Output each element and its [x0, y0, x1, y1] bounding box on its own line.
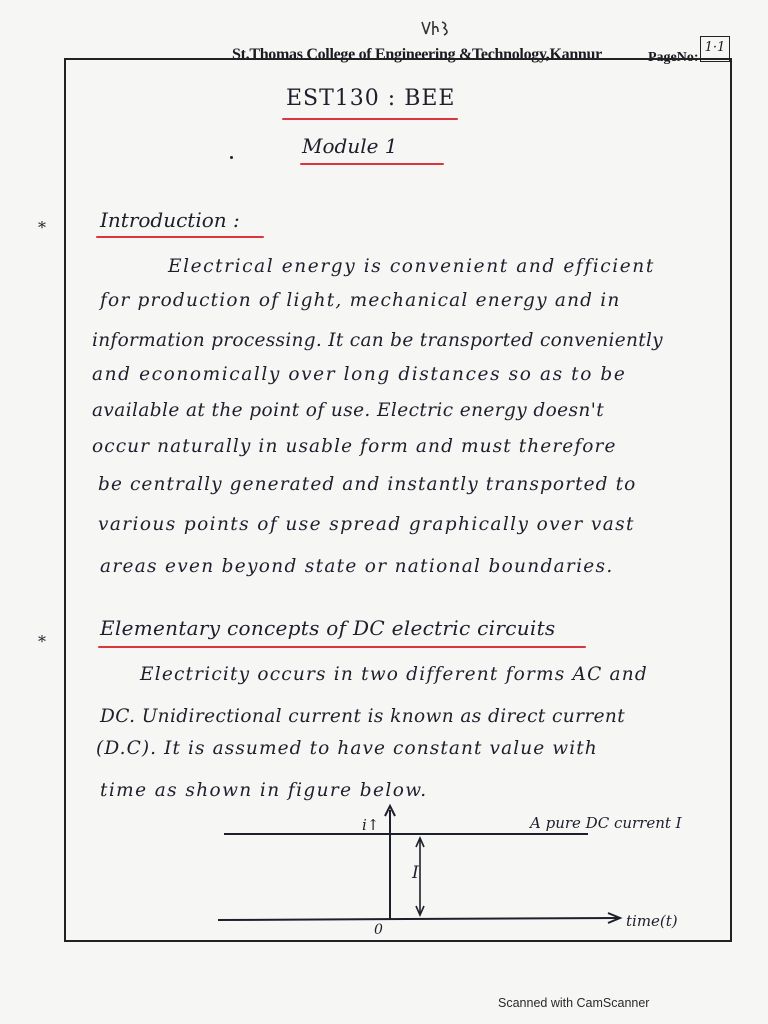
dc-line: Electricity occurs in two different forms AC and	[140, 664, 648, 685]
intro-line: be centrally generated and instantly transported to	[98, 474, 637, 495]
intro-line: available at the point of use. Electric energy doesn't	[92, 400, 605, 421]
dc-current-figure	[190, 800, 720, 940]
dc-concepts-underline	[98, 646, 586, 648]
dc-line: DC. Unidirectional current is known as direct current	[100, 706, 626, 727]
introduction-underline	[96, 236, 264, 238]
page-number-label: PageNo:	[648, 50, 699, 65]
dc-concepts-heading: Elementary concepts of DC electric circuits	[100, 616, 556, 640]
scanner-watermark: Scanned with CamScanner	[498, 996, 650, 1010]
dc-line: (D.C). It is assumed to have constant value with	[96, 738, 598, 759]
course-title: EST130 : BEE	[286, 86, 456, 111]
module-underline	[300, 163, 444, 165]
page-number: 1·1	[704, 40, 726, 55]
dc-line-label: A pure DC current I	[530, 814, 682, 832]
intro-line: areas even beyond state or national boundaries.	[100, 556, 614, 577]
x-axis	[218, 918, 618, 920]
college-logo	[418, 18, 452, 38]
intro-line: Electrical energy is convenient and efficient	[168, 256, 655, 277]
intro-line: and economically over long distances so as to be	[92, 364, 627, 385]
introduction-heading: Introduction :	[100, 208, 240, 232]
section-marker: *	[38, 218, 46, 237]
magnitude-label: I	[412, 863, 419, 883]
ink-dot	[230, 156, 233, 159]
y-axis-label: i↑	[362, 816, 380, 834]
dc-line: time as shown in figure below.	[100, 780, 428, 801]
intro-line: information processing. It can be transported conveniently	[92, 330, 663, 351]
intro-line: occur naturally in usable form and must therefore	[92, 436, 617, 457]
origin-label: 0	[374, 922, 383, 938]
intro-line: various points of use spread graphically over vast	[98, 514, 635, 535]
x-axis-label: time(t)	[626, 912, 678, 930]
title-underline	[282, 118, 458, 120]
intro-line: for production of light, mechanical energy and in	[100, 290, 621, 311]
section-marker: *	[38, 632, 46, 651]
college-name: St.Thomas College of Engineering &Technology,Kannur	[232, 46, 602, 63]
module-title: Module 1	[302, 134, 398, 158]
